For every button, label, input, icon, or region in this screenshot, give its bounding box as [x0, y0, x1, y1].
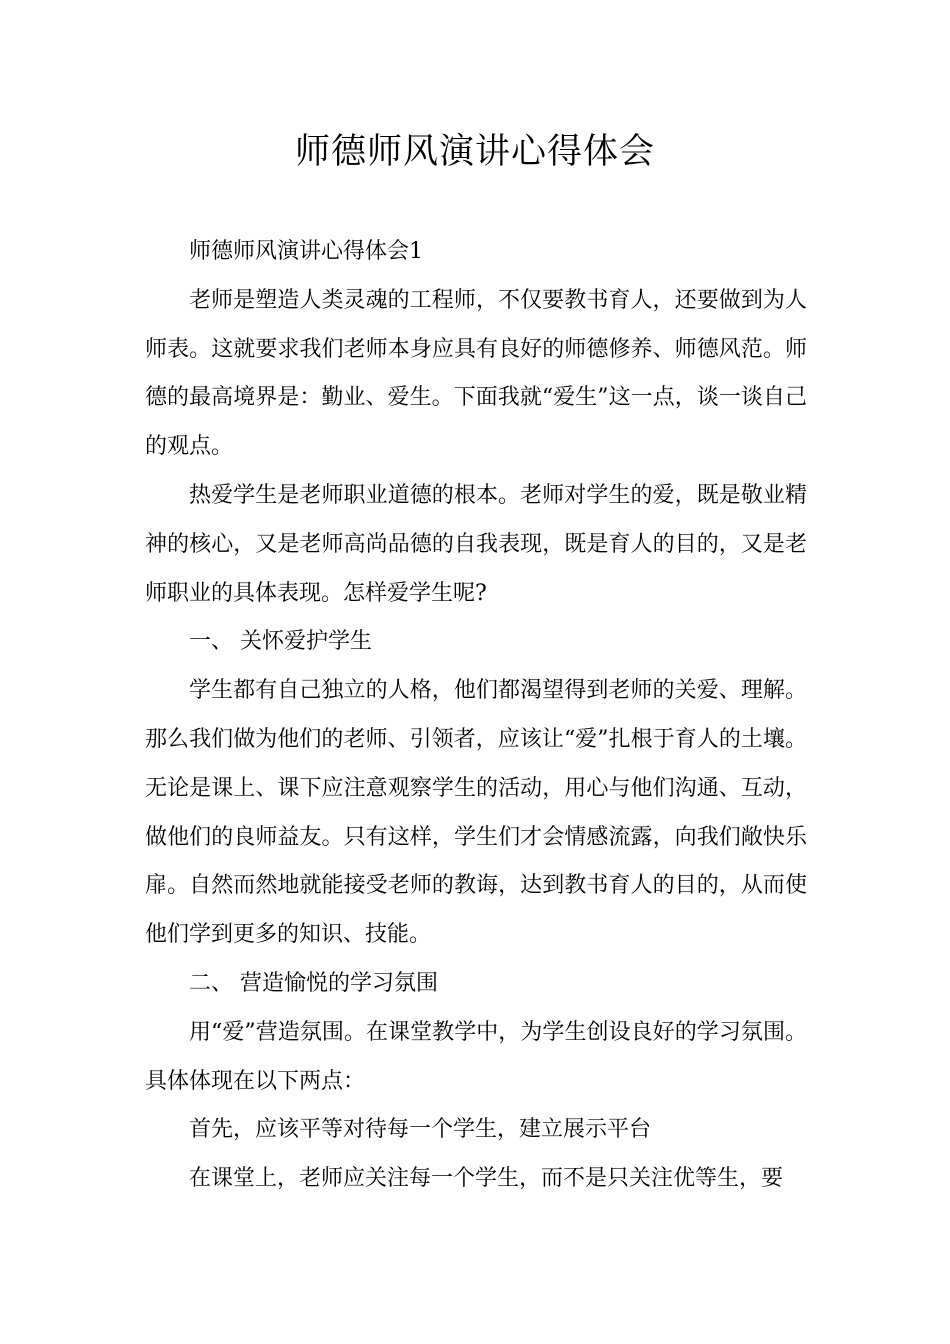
paragraph: 热爱学生是老师职业道德的根本。老师对学生的爱，既是敬业精神的核心，又是老师高尚品德的自我表现，既是育人的目的，又是老师职业的具体表现。怎样爱学生呢?: [145, 482, 807, 606]
document-title: 师德师风演讲心得体会: [294, 132, 655, 172]
document-body: [145, 228, 807, 1204]
subheading: 二、 营造愉悦的学习氛围: [189, 970, 438, 996]
paragraph: 首先，应该平等对待每一个学生，建立展示平台: [189, 1117, 652, 1143]
paragraph: 在课堂上，老师应关注每一个学生，而不是只关注优等生，要: [189, 1166, 784, 1192]
paragraph: 用“爱”营造氛围。在课堂教学中，为学生创设良好的学习氛围。具体体现在以下两点：: [145, 1019, 807, 1094]
section-heading: 师德师风演讲心得体会1: [189, 239, 423, 264]
paragraph: 学生都有自己独立的人格，他们都渴望得到老师的关爱、理解。那么我们做为他们的老师、引领者，应该让“爱”扎根于育人的土壤。无论是课上、课下应注意观察学生的活动，用心与他们沟通、互动，做他们的良师益友。只有这样，学生们才会情感流露，向我们敞快乐扉。自然而然地就能接受老师的教诲，达到教书育人的目的，从而使他们学到更多的知识、技能。: [145, 678, 807, 948]
subheading: 一、 关怀爱护学生: [189, 629, 372, 655]
paragraph: 老师是塑造人类灵魂的工程师，不仅要教书育人，还要做到为人师表。这就要求我们老师本身应具有良好的师德修养、师德风范。师德的最高境界是：勤业、爱生。下面我就“爱生”这一点，谈一谈自己的观点。: [145, 287, 807, 460]
